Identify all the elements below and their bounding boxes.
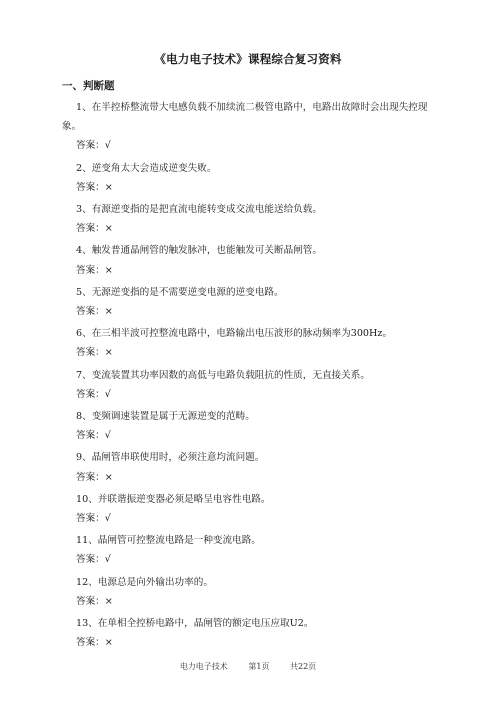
- question-text: 10、并联谐振逆变器必须是略呈电容性电路。: [76, 493, 271, 505]
- answer-text: 答案：×: [76, 595, 113, 607]
- question-text: 7、变流装置其功率因数的高低与电路负载阻抗的性质，无直接关系。: [76, 369, 370, 381]
- question-list: [62, 98, 442, 655]
- question-text: 9、晶闸管串联使用时，必须注意均流问题。: [76, 452, 265, 464]
- section-heading: 一、判断题: [62, 80, 115, 92]
- answer-text: 答案：√: [76, 554, 111, 566]
- answer-text: 答案：×: [76, 471, 113, 483]
- footer-total-pages: 共22页: [290, 662, 317, 671]
- question-text: 11、晶闸管可控整流电路是一种变流电路。: [76, 535, 261, 547]
- question-text: 8、变频调速装置是属于无源逆变的范畴。: [76, 411, 255, 423]
- footer-page-number: 第1页: [248, 662, 270, 671]
- answer-text: 答案：×: [76, 181, 113, 193]
- question-text: 2、逆变角太大会造成逆变失败。: [76, 162, 217, 174]
- answer-text: 答案：×: [76, 306, 113, 318]
- question-text: 12、电源总是向外输出功率的。: [76, 576, 213, 588]
- answer-text: 答案：√: [76, 513, 111, 525]
- answer-text: 答案：√: [76, 140, 111, 152]
- question-text: 6、在三相半波可控整流电路中，电路输出电压波形的脉动频率为300Hz。: [76, 328, 393, 340]
- question-text: 5、无源逆变指的是不需要逆变电源的逆变电路。: [76, 286, 284, 298]
- question-text: 4、触发普通晶闸管的触发脉冲，也能触发可关断晶闸管。: [76, 245, 322, 257]
- answer-text: 答案：×: [76, 264, 113, 276]
- answer-text: 答案：√: [76, 388, 111, 400]
- answer-text: 答案：×: [76, 637, 113, 649]
- question-text: 13、在单相全控桥电路中，晶闸管的额定电压应取U2。: [76, 618, 314, 630]
- answer-text: 答案：×: [76, 347, 113, 359]
- document-title: 《电力电子技术》课程综合复习资料: [154, 52, 342, 66]
- page-footer: [0, 661, 496, 672]
- answer-text: 答案：√: [76, 430, 111, 442]
- question-text: 1、在半控桥整流带大电感负载不加续流二极管电路中，电路出故障时会出现失控现象。: [62, 102, 428, 133]
- answer-text: 答案：×: [76, 223, 113, 235]
- footer-course: 电力电子技术: [179, 662, 228, 671]
- question-text: 3、有源逆变指的是把直流电能转变成交流电能送给负载。: [76, 204, 322, 216]
